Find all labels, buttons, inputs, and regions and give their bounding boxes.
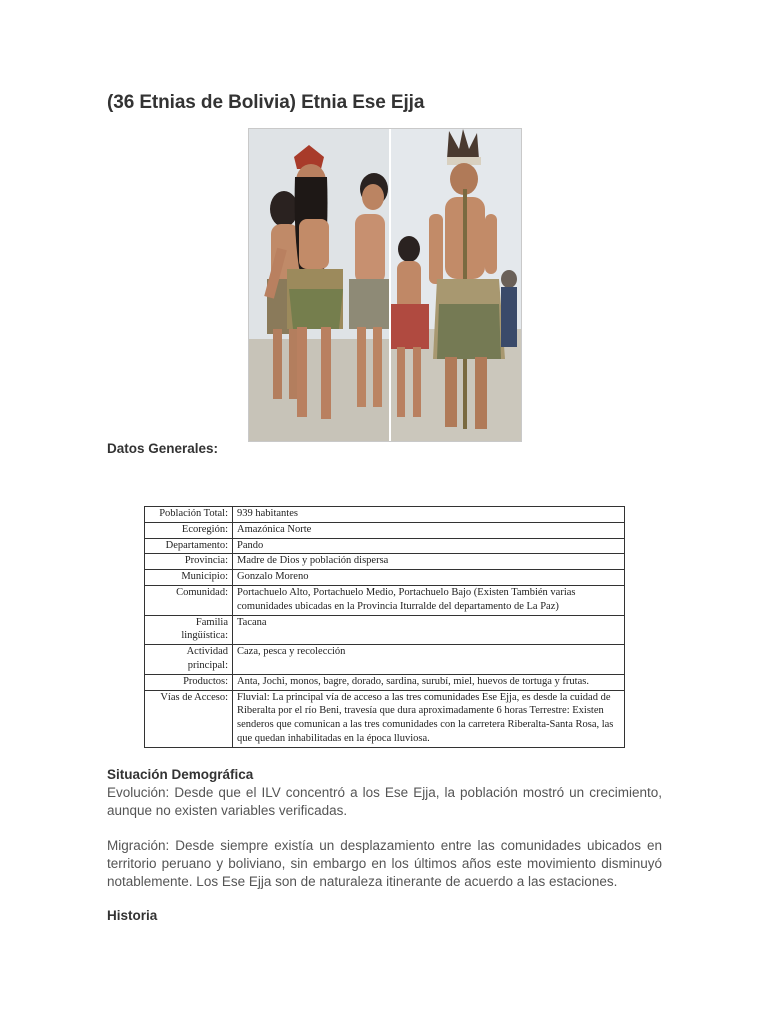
table-key-cell: Actividad principal: <box>145 645 233 675</box>
demographic-heading: Situación Demográfica <box>107 767 254 782</box>
table-row <box>145 570 625 586</box>
table-row <box>145 690 625 747</box>
table-value-cell: Caza, pesca y recolección <box>233 645 625 675</box>
migration-paragraph: Migración: Desde siempre existía un desplazamiento entre las comunidades ubicados en territorio peruano y boliviano, sin embargo en los últimos años este movimiento disminuyó notablemente. Los Ese Ejja son de naturaleza itinerante de acuerdo a las estaciones. <box>107 838 662 889</box>
document-title: (36 Etnias de Bolivia) Etnia Ese Ejja <box>107 92 425 113</box>
table-value-cell: Portachuelo Alto, Portachuelo Medio, Portachuelo Bajo (Existen También varias comunidades ubicadas en la Provincia Iturralde del departamento de La Paz) <box>233 585 625 615</box>
table-key-cell: Comunidad: <box>145 585 233 615</box>
table-row <box>145 522 625 538</box>
table-key-cell: Ecoregión: <box>145 522 233 538</box>
table-value-cell: Gonzalo Moreno <box>233 570 625 586</box>
table-value-cell: Pando <box>233 538 625 554</box>
table-row <box>145 615 625 645</box>
table-value-cell: Fluvial: La principal vía de acceso a las tres comunidades Ese Ejja, es desde la cuidad de Riberalta por el río Beni, travesía que dura aproximadamente 6 horas Terrestre: Existen senderos que comunican a las tres comunidades con la carretera Riberalta-Santa Rosa, las que quedan inhabilitadas en la época lluviosa. <box>233 690 625 747</box>
table-key-cell: Vías de Acceso: <box>145 690 233 747</box>
table-row <box>145 645 625 675</box>
table-value-cell: 939 habitantes <box>233 507 625 523</box>
table-row <box>145 554 625 570</box>
table-row <box>145 538 625 554</box>
general-data-heading: Datos Generales: <box>107 441 219 456</box>
table-value-cell: Amazónica Norte <box>233 522 625 538</box>
evolution-paragraph: Evolución: Desde que el ILV concentró a los Ese Ejja, la población mostró un crecimiento, aunque no existen variables verificadas. <box>107 785 662 818</box>
table-key-cell: Población Total: <box>145 507 233 523</box>
table-key-cell: Municipio: <box>145 570 233 586</box>
table-row <box>145 674 625 690</box>
table-row <box>145 585 625 615</box>
figure-right-soldier <box>501 270 517 347</box>
table-key-cell: Productos: <box>145 674 233 690</box>
ethnic-group-photo <box>248 128 522 442</box>
table-key-cell: Familia lingüística: <box>145 615 233 645</box>
table-key-cell: Departamento: <box>145 538 233 554</box>
table-body <box>145 507 625 748</box>
table-value-cell: Madre de Dios y población dispersa <box>233 554 625 570</box>
history-heading: Historia <box>107 908 158 923</box>
table-value-cell: Anta, Jochi, monos, bagre, dorado, sardina, surubí, miel, huevos de tortuga y frutas. <box>233 674 625 690</box>
table-value-cell: Tacana <box>233 615 625 645</box>
table-row <box>145 507 625 523</box>
table-key-cell: Provincia: <box>145 554 233 570</box>
general-data-table <box>144 506 625 748</box>
